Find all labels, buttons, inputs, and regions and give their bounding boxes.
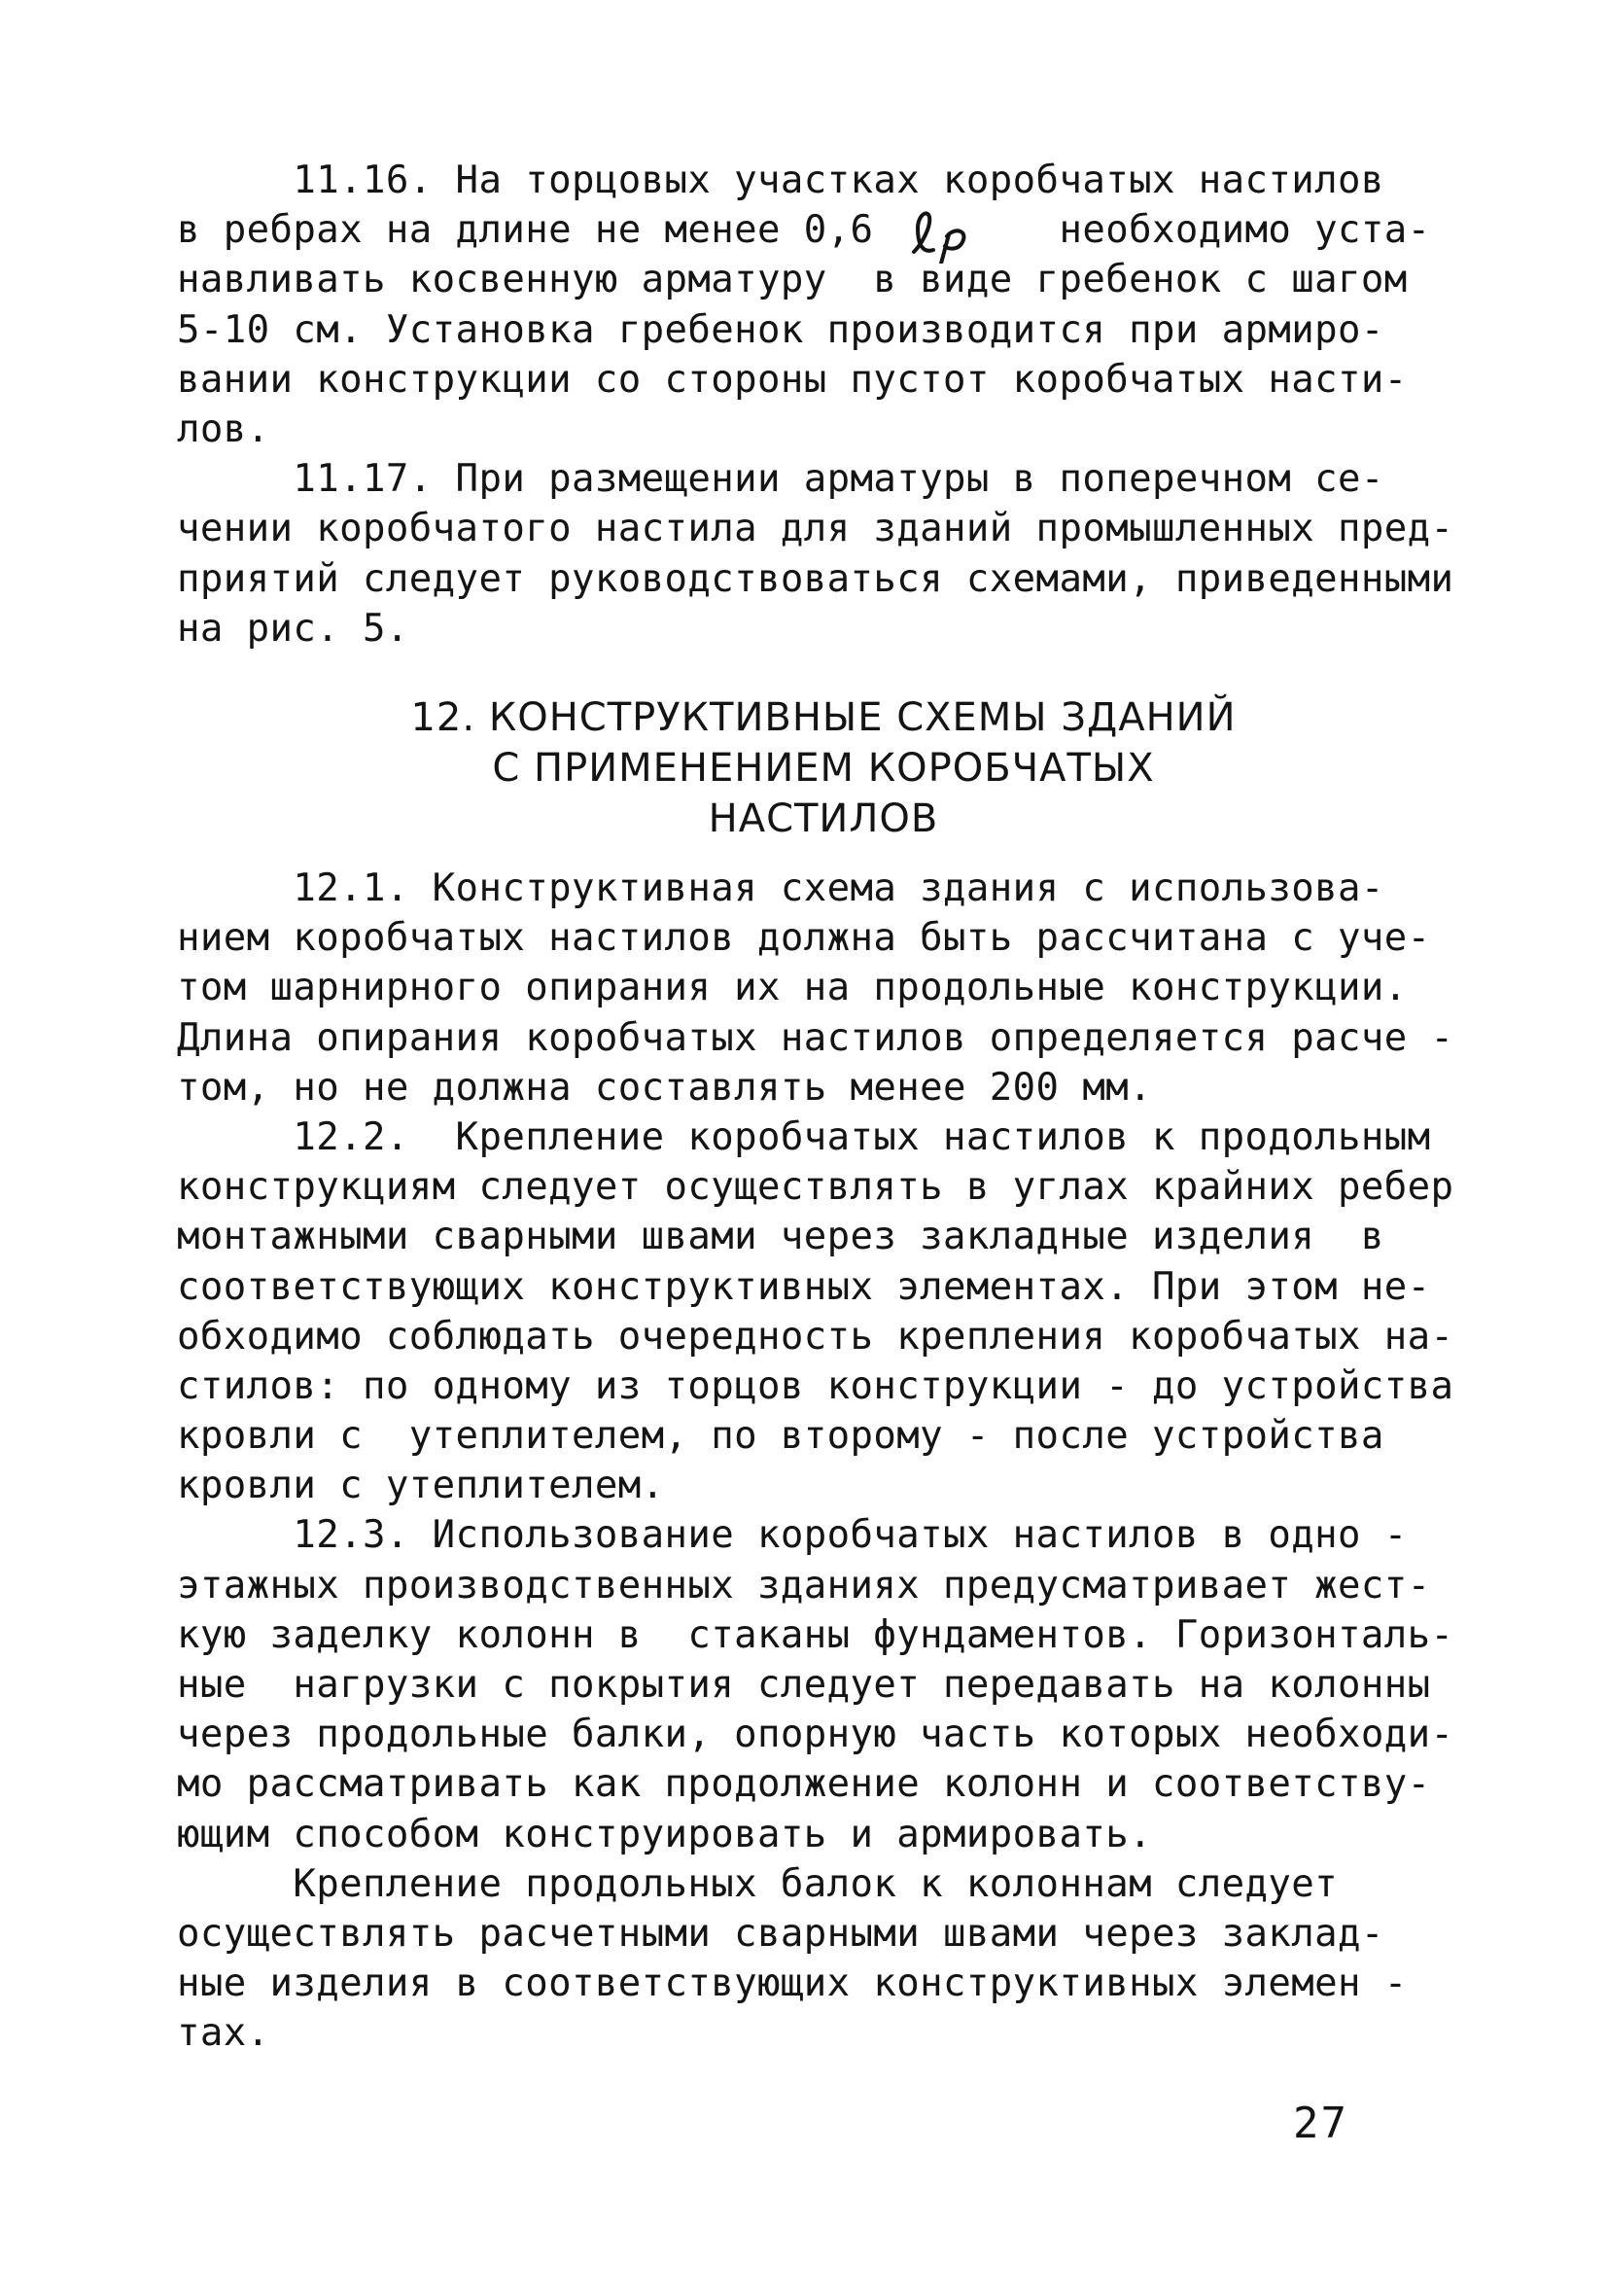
text-line: 11.17. При размещении арматуры в поперечном се- (177, 457, 1384, 502)
text-line: на рис. 5. (177, 606, 409, 651)
text-line: 5-10 см. Установка гребенок производится при армиро- (177, 307, 1384, 352)
text-line: кую заделку колонн в стаканы фундаментов. Горизонталь- (177, 1612, 1454, 1657)
text-line: мо рассматривать как продолжение колонн и соответству- (177, 1762, 1431, 1807)
text-line: осуществлять расчетными сварными швами через заклад- (177, 1911, 1384, 1956)
text-line: нием коробчатых настилов должна быть рассчитана с уче- (177, 916, 1431, 961)
text-line: ющим способом конструировать и армировать. (177, 1812, 1152, 1856)
text-line: стилов: по одному из торцов конструкции - до устройства (177, 1363, 1454, 1408)
paragraphs-12-1-12-3 (177, 864, 1470, 2059)
text-line: этажных производственных зданиях предусматривает жест- (177, 1563, 1431, 1607)
text-line: соответствующих конструктивных элементах. При этом не- (177, 1264, 1431, 1309)
text-line: Длина опирания коробчатых настилов определяется расче - (177, 1015, 1454, 1060)
text-line: обходимо соблюдать очередность крепления коробчатых на- (177, 1314, 1454, 1359)
heading-line: С ПРИМЕНЕНИЕМ КОРОБЧАТЫХ (492, 746, 1155, 791)
text-line: кровли с утеплителем, по второму - после устройства (177, 1414, 1384, 1459)
text-line: кровли с утеплителем. (177, 1464, 665, 1508)
text-line: Крепление продольных балок к колоннам следует (177, 1861, 1338, 1906)
heading-line: НАСТИЛОВ (708, 796, 939, 841)
text-line: ные нагрузки с покрытия следует передавать на колонны (177, 1663, 1431, 1707)
text-line: конструкциям следует осуществлять в углах крайних ребер (177, 1165, 1454, 1210)
l-p-symbol-svg (904, 205, 992, 264)
text-line: монтажными сварными швами через закладные изделия в (177, 1215, 1384, 1259)
text-line: 12.2. Крепление коробчатых настилов к продольным (177, 1114, 1431, 1159)
text-line: 12.1. Конструктивная схема здания с использова- (177, 866, 1384, 910)
text-line: 12.3. Использование коробчатых настилов в одно - (177, 1513, 1408, 1558)
text-line: приятий следует руководствоваться схемами, приведенными (177, 556, 1454, 601)
text-line: лов. (177, 406, 270, 451)
text-line: тах. (177, 2011, 270, 2056)
text-line: том шарнирного опирания их на продольные конструкции. (177, 966, 1408, 1010)
text-line: ные изделия в соответствующих конструктивных элемен - (177, 1961, 1408, 2006)
text-line: том, но не должна составлять менее 200 мм. (177, 1065, 1152, 1110)
text-line: чении коробчатого настила для зданий промышленных пред- (177, 507, 1454, 551)
heading-line: 12. КОНСТРУКТИВНЫЕ СХЕМЫ ЗДАНИЙ (410, 695, 1237, 740)
text-line: в ребрах на длине не менее 0,6 необходимо уста- (177, 208, 1431, 253)
handwritten-l-p-symbol (904, 205, 992, 264)
section-heading (177, 692, 1470, 844)
page-number: 27 (1293, 2099, 1348, 2148)
text-line: навливать косвенную арматуру в виде гребенок с шагом (177, 258, 1408, 302)
paragraphs-11-16-11-17 (177, 156, 1470, 653)
text-line: 11.16. На торцовых участках коробчатых настилов (177, 159, 1384, 202)
text-line: вании конструкции со стороны пустот коробчатых насти- (177, 357, 1408, 402)
text-line: через продольные балки, опорную часть которых необходи- (177, 1713, 1454, 1757)
